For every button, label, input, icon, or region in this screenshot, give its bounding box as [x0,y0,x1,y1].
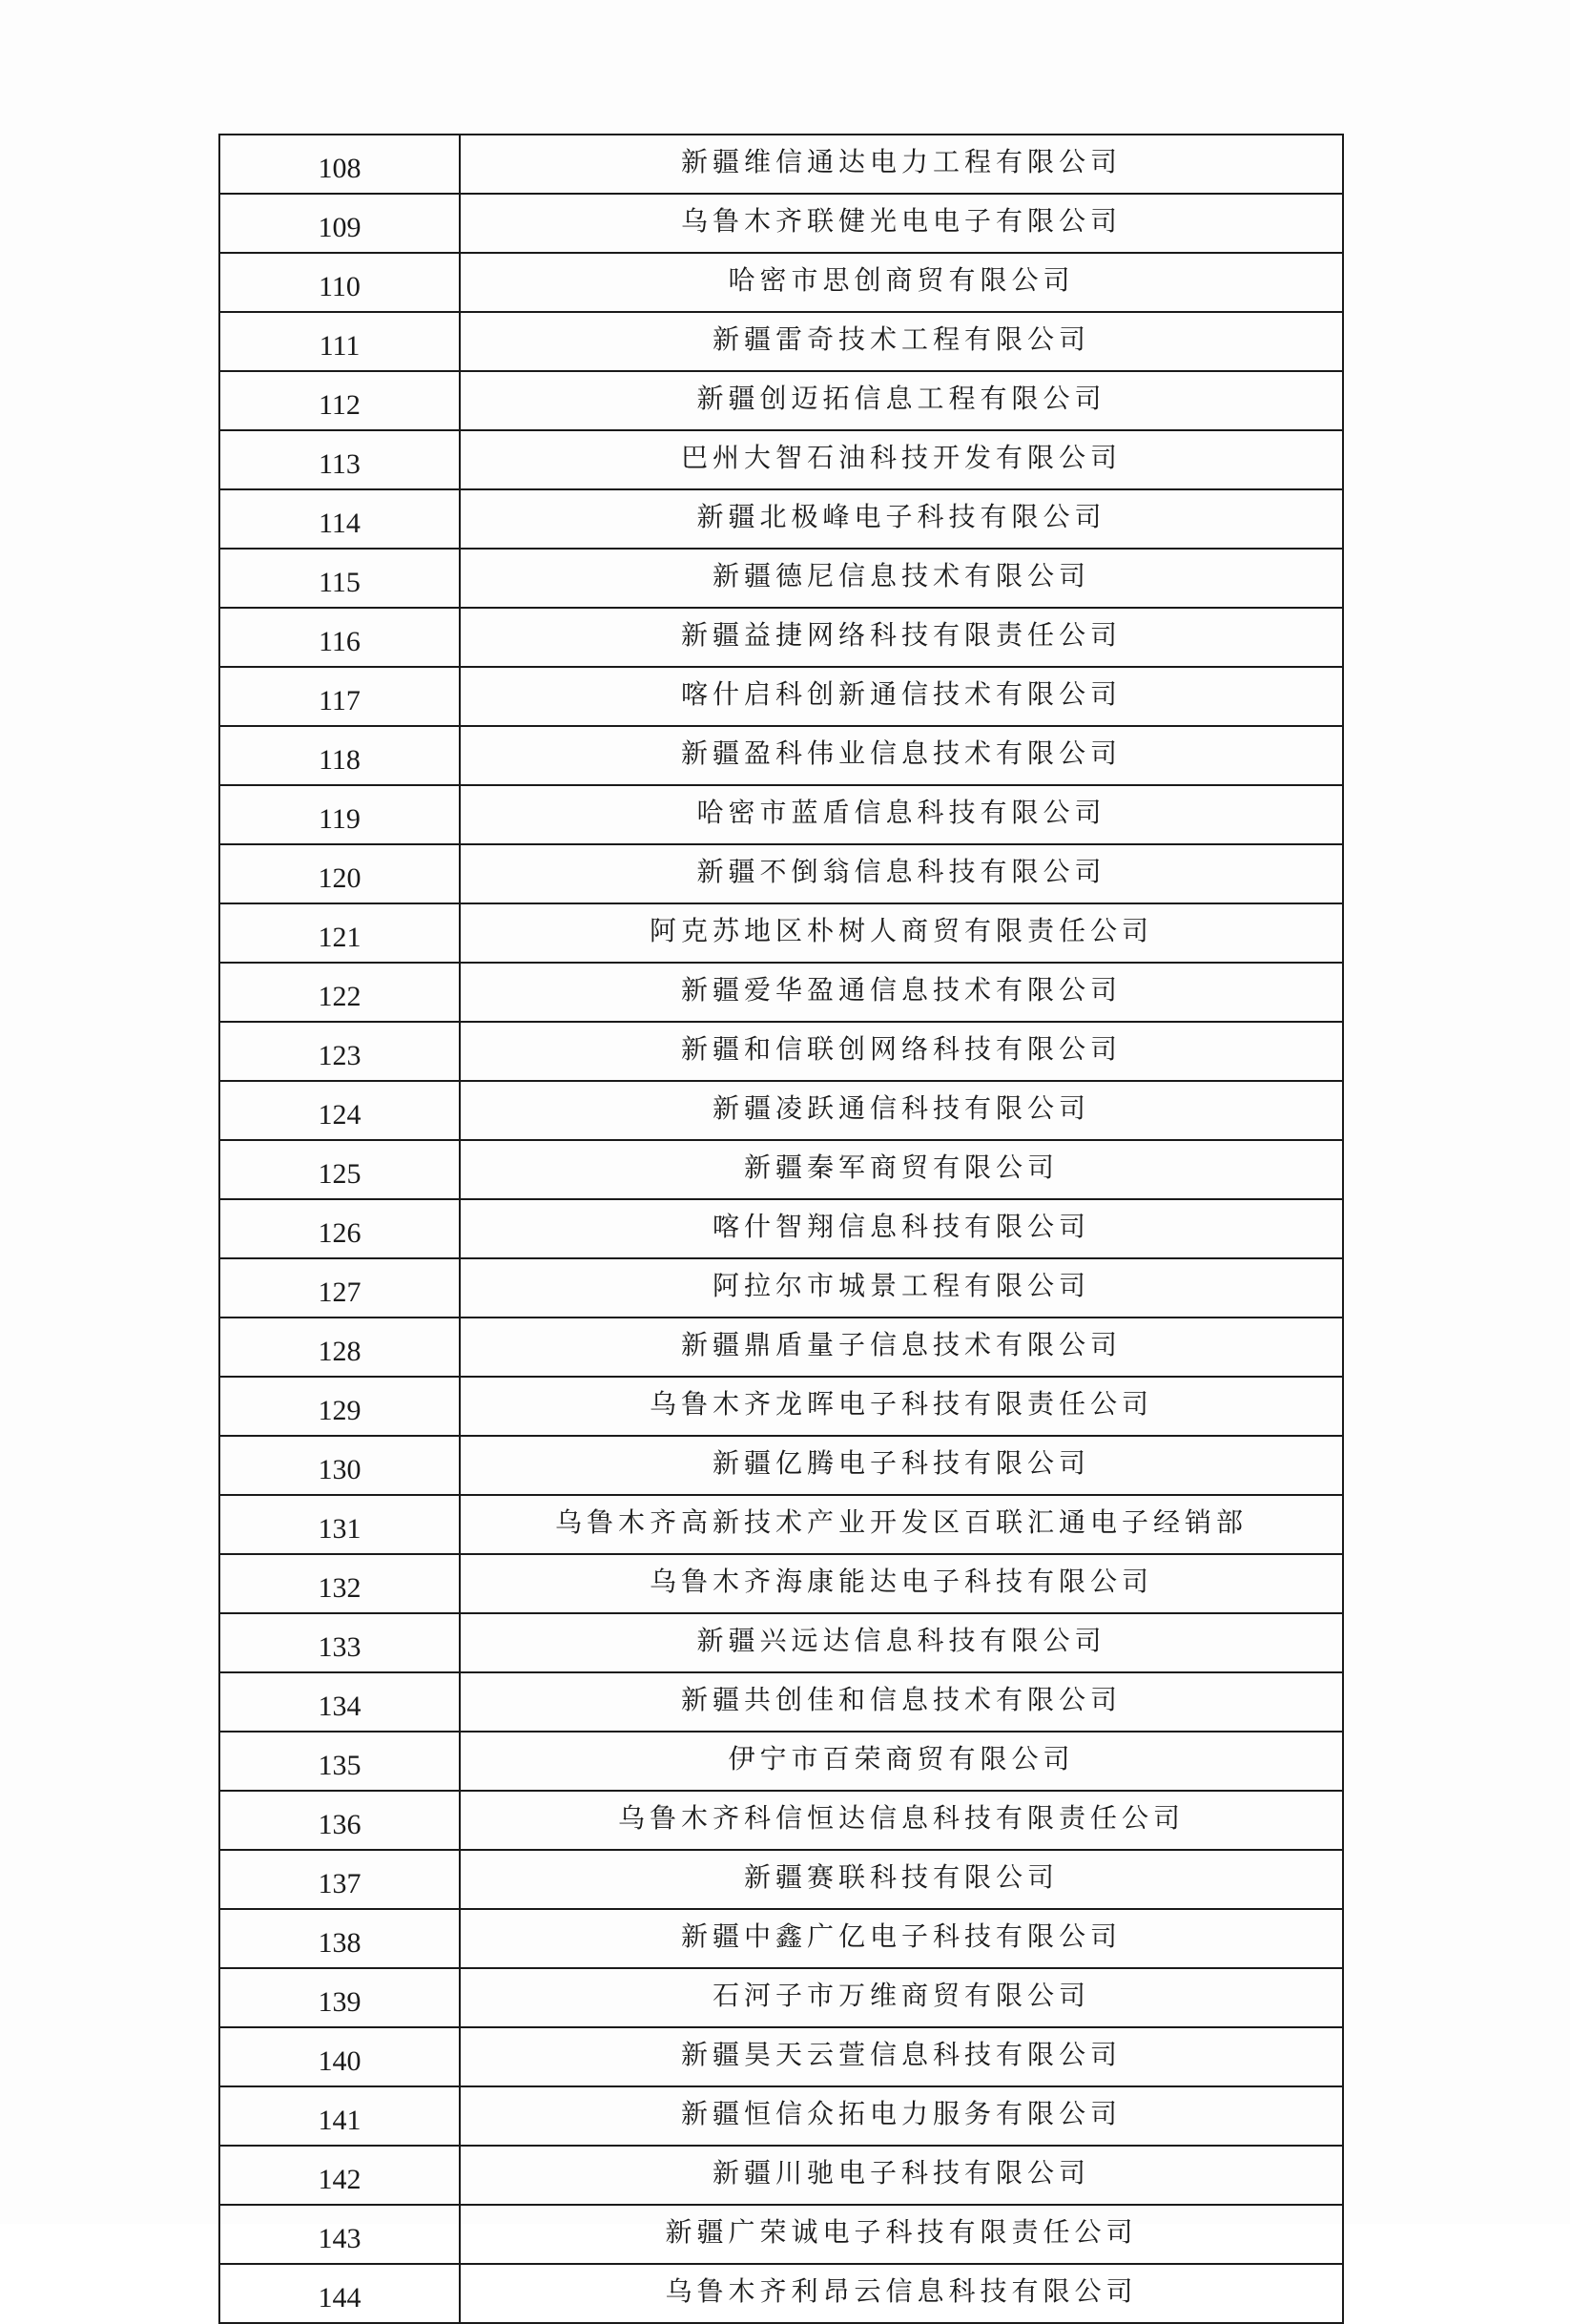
company-name-cell: 哈密市思创商贸有限公司 [460,253,1343,312]
row-number-cell: 132 [219,1554,460,1613]
company-name-cell: 乌鲁木齐联健光电电子有限公司 [460,194,1343,253]
row-number-cell: 122 [219,963,460,1022]
table-row [219,371,1343,430]
company-name-cell: 乌鲁木齐龙晖电子科技有限责任公司 [460,1377,1343,1436]
row-number-cell: 127 [219,1258,460,1318]
row-number-cell: 135 [219,1732,460,1791]
table-row [219,1791,1343,1850]
table-row [219,785,1343,844]
table-row [219,667,1343,726]
company-name-cell: 阿克苏地区朴树人商贸有限责任公司 [460,903,1343,963]
company-name-cell: 新疆不倒翁信息科技有限公司 [460,844,1343,903]
table-row [219,1909,1343,1968]
company-name-cell: 阿拉尔市城景工程有限公司 [460,1258,1343,1318]
company-name-cell: 新疆凌跃通信科技有限公司 [460,1081,1343,1140]
table-row [219,1199,1343,1258]
company-name-cell: 新疆昊天云萱信息科技有限公司 [460,2027,1343,2086]
table-row [219,1968,1343,2027]
row-number-cell: 108 [219,135,460,194]
row-number-cell: 141 [219,2086,460,2146]
row-number-cell: 112 [219,371,460,430]
row-number-cell: 136 [219,1791,460,1850]
row-number-cell: 125 [219,1140,460,1199]
company-list-body [219,135,1343,2323]
company-name-cell: 新疆益捷网络科技有限责任公司 [460,608,1343,667]
row-number-cell: 118 [219,726,460,785]
company-name-cell: 新疆亿腾电子科技有限公司 [460,1436,1343,1495]
company-name-cell: 乌鲁木齐高新技术产业开发区百联汇通电子经销部 [460,1495,1343,1554]
company-name-cell: 哈密市蓝盾信息科技有限公司 [460,785,1343,844]
table-row [219,903,1343,963]
row-number-cell: 131 [219,1495,460,1554]
table-row [219,2027,1343,2086]
table-row [219,430,1343,489]
row-number-cell: 140 [219,2027,460,2086]
row-number-cell: 119 [219,785,460,844]
table-row [219,1081,1343,1140]
row-number-cell: 126 [219,1199,460,1258]
table-row [219,1258,1343,1318]
row-number-cell: 109 [219,194,460,253]
table-row [219,253,1343,312]
company-name-cell: 新疆赛联科技有限公司 [460,1850,1343,1909]
row-number-cell: 138 [219,1909,460,1968]
company-name-cell: 乌鲁木齐利昂云信息科技有限公司 [460,2264,1343,2323]
company-name-cell: 新疆恒信众拓电力服务有限公司 [460,2086,1343,2146]
row-number-cell: 111 [219,312,460,371]
table-row [219,726,1343,785]
company-name-cell: 乌鲁木齐海康能达电子科技有限公司 [460,1554,1343,1613]
company-name-cell: 喀什启科创新通信技术有限公司 [460,667,1343,726]
table-row [219,963,1343,1022]
table-row [219,608,1343,667]
table-row [219,2086,1343,2146]
row-number-cell: 133 [219,1613,460,1672]
row-number-cell: 139 [219,1968,460,2027]
table-row [219,1672,1343,1732]
company-name-cell: 新疆维信通达电力工程有限公司 [460,135,1343,194]
row-number-cell: 117 [219,667,460,726]
table-row [219,489,1343,549]
table-row [219,1140,1343,1199]
table-row [219,1613,1343,1672]
company-name-cell: 新疆兴远达信息科技有限公司 [460,1613,1343,1672]
company-name-cell: 新疆雷奇技术工程有限公司 [460,312,1343,371]
table-row [219,1732,1343,1791]
table-row [219,135,1343,194]
company-name-cell: 巴州大智石油科技开发有限公司 [460,430,1343,489]
company-name-cell: 新疆广荣诚电子科技有限责任公司 [460,2205,1343,2264]
table-row [219,1022,1343,1081]
row-number-cell: 116 [219,608,460,667]
row-number-cell: 143 [219,2205,460,2264]
row-number-cell: 115 [219,549,460,608]
row-number-cell: 142 [219,2146,460,2205]
row-number-cell: 110 [219,253,460,312]
table-row [219,1436,1343,1495]
table-row [219,2264,1343,2323]
row-number-cell: 121 [219,903,460,963]
table-row [219,2205,1343,2264]
row-number-cell: 120 [219,844,460,903]
company-list-table [218,134,1344,2324]
table-row [219,1554,1343,1613]
row-number-cell: 128 [219,1318,460,1377]
row-number-cell: 114 [219,489,460,549]
company-name-cell: 伊宁市百荣商贸有限公司 [460,1732,1343,1791]
company-name-cell: 新疆盈科伟业信息技术有限公司 [460,726,1343,785]
company-name-cell: 新疆创迈拓信息工程有限公司 [460,371,1343,430]
company-name-cell: 乌鲁木齐科信恒达信息科技有限责任公司 [460,1791,1343,1850]
company-name-cell: 新疆和信联创网络科技有限公司 [460,1022,1343,1081]
row-number-cell: 144 [219,2264,460,2323]
company-name-cell: 新疆川驰电子科技有限公司 [460,2146,1343,2205]
row-number-cell: 130 [219,1436,460,1495]
table-row [219,1318,1343,1377]
row-number-cell: 124 [219,1081,460,1140]
table-row [219,1377,1343,1436]
table-row [219,844,1343,903]
row-number-cell: 129 [219,1377,460,1436]
row-number-cell: 134 [219,1672,460,1732]
table-row [219,1495,1343,1554]
company-name-cell: 新疆北极峰电子科技有限公司 [460,489,1343,549]
company-name-cell: 新疆共创佳和信息技术有限公司 [460,1672,1343,1732]
row-number-cell: 113 [219,430,460,489]
company-name-cell: 新疆中鑫广亿电子科技有限公司 [460,1909,1343,1968]
company-name-cell: 新疆德尼信息技术有限公司 [460,549,1343,608]
table-row [219,549,1343,608]
company-name-cell: 新疆鼎盾量子信息技术有限公司 [460,1318,1343,1377]
table-row [219,312,1343,371]
table-row [219,2146,1343,2205]
company-name-cell: 喀什智翔信息科技有限公司 [460,1199,1343,1258]
row-number-cell: 137 [219,1850,460,1909]
table-row [219,194,1343,253]
row-number-cell: 123 [219,1022,460,1081]
table-row [219,1850,1343,1909]
company-name-cell: 新疆爱华盈通信息技术有限公司 [460,963,1343,1022]
company-name-cell: 石河子市万维商贸有限公司 [460,1968,1343,2027]
company-name-cell: 新疆秦军商贸有限公司 [460,1140,1343,1199]
